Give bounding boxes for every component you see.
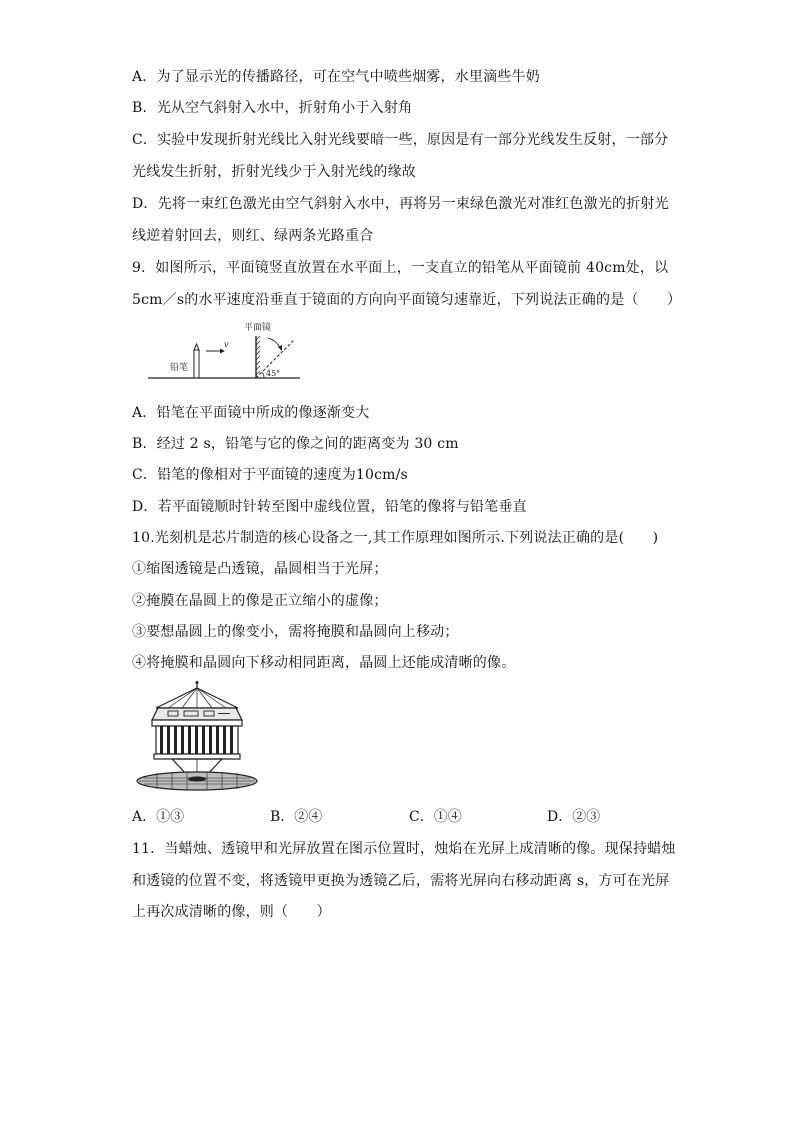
q10-statement-3: ③要想晶圆上的像变小，需将掩膜和晶圆向上移动； (132, 624, 459, 640)
q11-stem-line2: 和透镜的位置不变，将透镜甲更换为透镜乙后，需将光屏向右移动距离 s，方可在光屏 (132, 873, 670, 889)
q9-mirror-figure (148, 318, 308, 382)
q9-stem-line1: 9．如图所示，平面镜竖直放置在水平面上，一支直立的铅笔从平面镜前 40cm处，以 (132, 260, 669, 276)
pencil-shape (194, 350, 199, 378)
q8-option-c-line2: 光线发生折射，折射光线少于入射光线的缘故 (132, 164, 416, 180)
q9-option-d: D．若平面镜顺时针转至图中虚线位置，铅笔的像将与铅笔垂直 (132, 499, 527, 515)
q10-choice-c[interactable]: C．①④ (409, 809, 462, 825)
q8-option-a: A．为了显示光的传播路径，可在空气中喷些烟雾，水里滴些牛奶 (132, 69, 540, 85)
q9-option-b: B．经过 2 s，铅笔与它的像之间的距离变为 30 cm (132, 436, 459, 452)
q8-option-c-line1: C．实验中发现折射光线比入射光线要暗一些，原因是有一部分光线发生反射，一部分 (132, 132, 669, 148)
q9-stem-line2: 5cm／s的水平速度沿垂直于镜面的方向向平面镜匀速靠近，下列说法正确的是（ ） (132, 292, 682, 308)
rotation-arrow (268, 338, 280, 348)
velocity-label: v (224, 340, 229, 349)
q11-stem-line3: 上再次成清晰的像，则（ ） (132, 904, 331, 920)
q10-choice-a[interactable]: A．①③ (132, 809, 185, 825)
q8-option-b: B．光从空气斜射入水中，折射角小于入射角 (132, 100, 413, 116)
q8-option-d-line2: 线逆着射回去，则红、绿两条光路重合 (132, 228, 374, 244)
pencil-tip (194, 344, 199, 350)
angle-label: 45° (266, 369, 281, 378)
q10-choices (132, 806, 652, 826)
mirror-label: 平面镜 (244, 323, 272, 333)
q11-stem-line1: 11．当蜡烛、透镜甲和光屏放置在图示位置时，烛焰在光屏上成清晰的像。现保持蜡烛 (132, 841, 676, 857)
pencil-label: 铅笔 (170, 363, 189, 373)
q9-option-a: A．铅笔在平面镜中所成的像逐渐变大 (132, 405, 370, 421)
q10-choice-d[interactable]: D．②③ (547, 809, 601, 825)
q10-statement-4: ④将掩膜和晶圆向下移动相同距离，晶圆上还能成清晰的像。 (132, 655, 516, 671)
angle-arc (262, 373, 265, 379)
q10-stem: 10.光刻机是芯片制造的核心设备之一,其工作原理如图所示.下列说法正确的是( ) (132, 530, 659, 546)
q9-option-c: C．铅笔的像相对于平面镜的速度为10cm/s (132, 467, 408, 483)
wafer-image-spot (188, 777, 206, 782)
q10-choice-b[interactable]: B．②④ (270, 809, 323, 825)
velocity-arrowhead (220, 349, 225, 354)
q10-statement-2: ②掩膜在晶圆上的像是正立缩小的虚像； (132, 593, 388, 609)
q10-statement-1: ①缩图透镜是凸透镜，晶圆相当于光屏； (132, 561, 388, 577)
q8-option-d-line1: D．先将一束红色激光由空气斜射入水中，再将另一束绿色激光对准红色激光的折射光 (132, 196, 669, 212)
q10-lithography-figure (134, 680, 264, 792)
